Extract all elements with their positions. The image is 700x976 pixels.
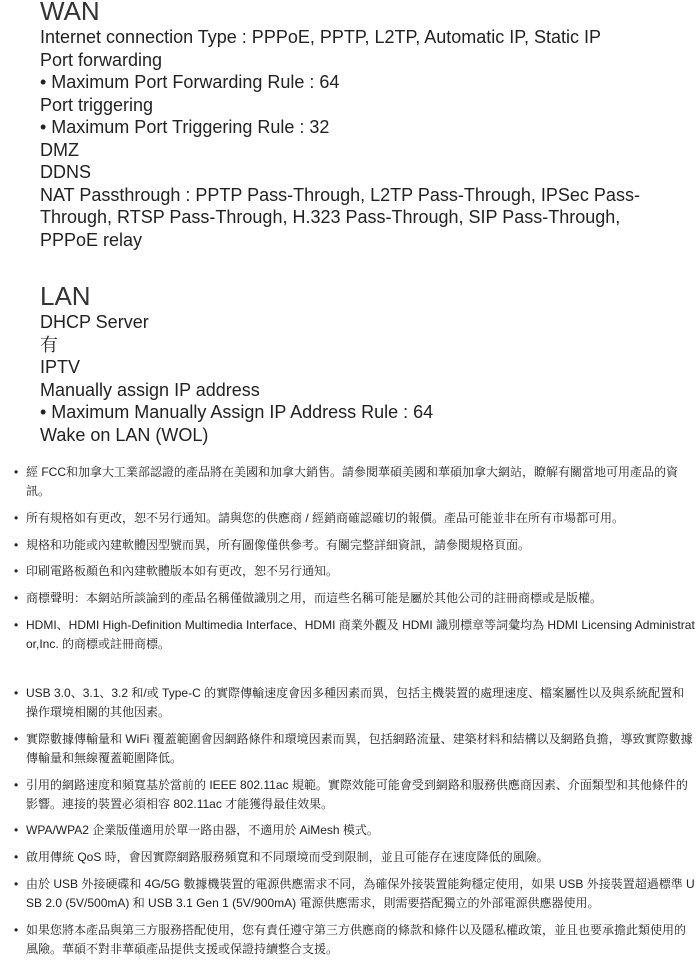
note-item: • 實際數據傳輸量和 WiFi 覆蓋範圍會因網路條件和環境因素而異，包括網路流量、建築材料和結構以及網路負擔，導致實際數據傳輸量和無線覆蓋範圍降低。	[14, 730, 696, 768]
note-item: • 印刷電路板顏色和內建軟體版本如有更改，恕不另行通知。	[14, 562, 696, 581]
note-item: • USB 3.0、3.1、3.2 和/或 Type-C 的實際傳輸速度會因多種因素而異，包括主機裝置的處理速度、檔案屬性以及與系統配置和操作環境相關的其他因素。	[14, 684, 696, 722]
wan-port-triggering: Port triggering	[40, 94, 154, 115]
wan-ddns: DDNS	[40, 162, 92, 182]
wan-port-triggering-rule: • Maximum Port Triggering Rule : 32	[40, 117, 330, 137]
note-item: • 啟用傳統 QoS 時，會因實際網路服務頻寬和不同環境而受到限制，並且可能存在速度降低的風險。	[14, 848, 696, 867]
lan-dhcp-server: DHCP Server	[40, 312, 149, 332]
lan-spec-list	[40, 311, 680, 446]
note-item: • 引用的網路速度和頻寬基於當前的 IEEE 802.11ac 規範。實際效能可能會受到網路和服務供應商因素、介面類型和其他條件的影響。連接的裝置必須相容 802.11ac 才能獲得最佳效果。	[14, 776, 696, 814]
wan-port-forwarding-rule: • Maximum Port Forwarding Rule : 64	[40, 72, 340, 92]
spec-section	[40, 0, 680, 446]
note-item: • 規格和功能或內建軟體因型號而異，所有圖像僅供參考。有關完整詳細資訊，請參閱規格頁面。	[14, 536, 696, 555]
disclaimer-notes	[14, 463, 696, 967]
note-item: • 如果您將本產品與第三方服務搭配使用，您有責任遵守第三方供應商的條款和條件以及隱私權政策，並且也要承擔此類使用的風險。華碩不對非華碩產品提供支援或保證持續整合支援。	[14, 921, 696, 959]
lan-manual-ip-rule: • Maximum Manually Assign IP Address Rule : 64	[40, 402, 434, 422]
wan-title: WAN	[40, 0, 100, 26]
note-item: • 經 FCC和加拿大工業部認證的產品將在美國和加拿大銷售。請參閱華碩美國和華碩加拿大網站，瞭解有關當地可用產品的資訊。	[14, 463, 696, 501]
wan-port-forwarding: Port forwarding	[40, 49, 163, 70]
lan-dhcp-value: 有	[40, 334, 58, 355]
note-item: • WPA/WPA2 企業版僅適用於單一路由器，不適用於 AiMesh 模式。	[14, 821, 696, 840]
lan-iptv: IPTV	[40, 357, 81, 377]
note-item: • 所有規格如有更改，恕不另行通知。請與您的供應商 / 經銷商確認確切的報價。產品可能並非在所有市場都可用。	[14, 509, 696, 528]
wan-spec-list	[40, 26, 680, 251]
note-item: • 由於 USB 外接硬碟和 4G/5G 數據機裝置的電源供應需求不同，為確保外接裝置能夠穩定使用，如果 USB 外接裝置超過標準 USB 2.0 (5V/500mA) 和 USB 3.1 Gen 1 (5V/900mA) 電源供應需求，則需要搭配獨立的外部電源供應器使用。	[14, 875, 696, 913]
wan-nat-passthrough: NAT Passthrough : PPTP Pass-Through, L2TP Pass-Through, IPSec Pass-Through, RTSP Pass-Through, H.323 Pass-Through, SIP Pass-Through, PPPoE relay	[40, 184, 640, 250]
wan-dmz: DMZ	[40, 139, 79, 160]
wan-connection-type: Internet connection Type : PPPoE, PPTP, L2TP, Automatic IP, Static IP	[40, 27, 601, 47]
lan-wol: Wake on LAN (WOL)	[40, 424, 209, 445]
lan-manual-ip: Manually assign IP address	[40, 379, 260, 400]
note-item: • HDMI、HDMI High-Definition Multimedia Interface、HDMI 商業外觀及 HDMI 識別標章等詞彙均為 HDMI Licensing Administrator,Inc. 的商標或註冊商標。	[14, 616, 696, 654]
lan-title: LAN	[40, 281, 91, 311]
note-item: • 商標聲明：本網站所談論到的產品名稱僅做識別之用，而這些名稱可能是屬於其他公司的註冊商標或是版權。	[14, 589, 696, 608]
